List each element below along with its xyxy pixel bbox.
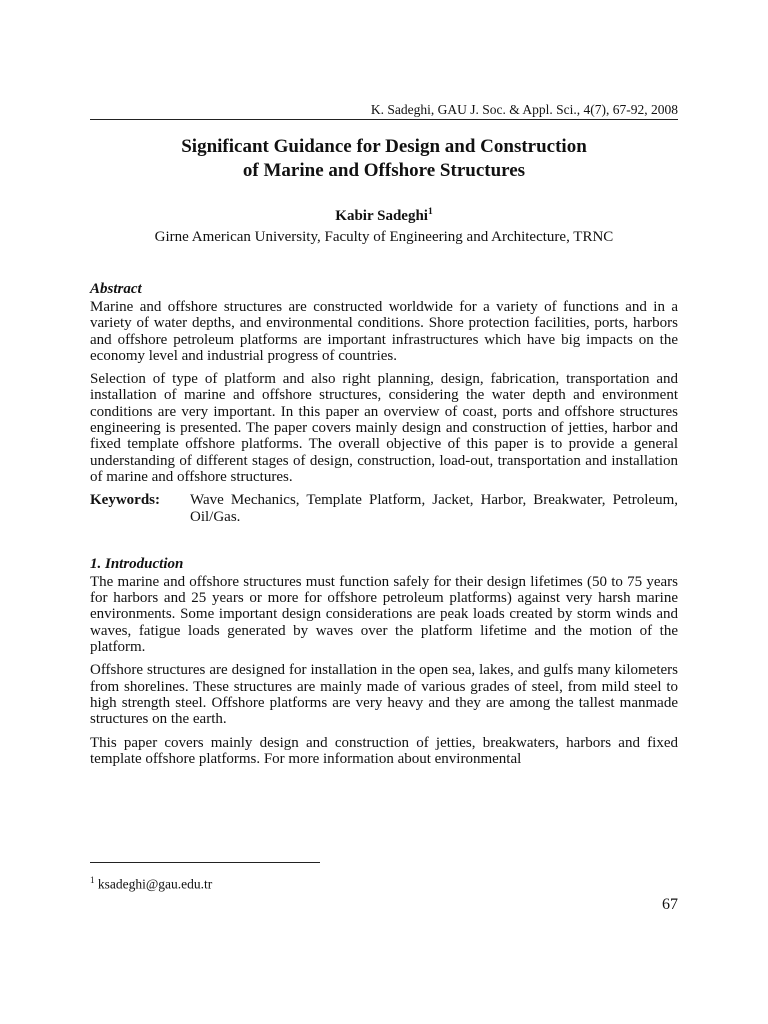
footnote-email[interactable]: ksadeghi@gau.edu.tr bbox=[97, 876, 213, 892]
page-number: 67 bbox=[662, 896, 678, 913]
abstract-paragraph: Selection of type of platform and also right planning, design, fabrication, transportation and installation of marine and offshore structures, considering the water depth and environment conditions are very important. In this paper an overview of coast, ports and offshore structures engineering is presented. The paper covers mainly design and construction of jetties, harbor and fixed template offshore platforms. The overall objective of this paper is to provide a general understanding of different stages of design, construction, load-out, transportation and installation of marine and offshore structures. bbox=[90, 371, 678, 485]
header-rule bbox=[90, 119, 678, 120]
paper-title bbox=[90, 135, 678, 183]
abstract-heading: Abstract bbox=[90, 281, 142, 297]
author-name bbox=[90, 202, 678, 226]
introduction-heading: 1. Introduction bbox=[90, 555, 184, 572]
keywords-label: Keywords: bbox=[90, 492, 160, 509]
footnote bbox=[90, 872, 212, 893]
title-line-2: of Marine and Offshore Structures bbox=[242, 160, 526, 181]
footnote-rule bbox=[90, 862, 320, 863]
author-name-text: Kabir Sadeghi bbox=[335, 208, 428, 224]
paper-page bbox=[90, 0, 678, 1024]
introduction-paragraph: The marine and offshore structures must function safely for their design lifetimes (50 to 75 years for harbors and 25 years or more for offshore petroleum platforms) against very harsh marine environments. Some important design considerations are peak loads created by storm winds and waves, fatigue loads generated by waves over the platform lifetime and the motion of the platform. bbox=[90, 573, 678, 656]
main-text bbox=[90, 280, 678, 774]
abstract-paragraph: Marine and offshore structures are constructed worldwide for a variety of functions and in a variety of water depths, and environmental conditions. Shore protection facilities, ports, harbors and offshore petroleum platforms are important infrastructures which have big impacts on the economy level and industrial progress of countries. bbox=[90, 299, 678, 364]
keywords bbox=[90, 492, 678, 525]
keywords-text: Wave Mechanics, Template Platform, Jacket, Harbor, Breakwater, Petroleum, Oil/Gas. bbox=[190, 492, 678, 525]
introduction-paragraph: This paper covers mainly design and construction of jetties, breakwaters, harbors and fixed template offshore platforms. For more information about environmental bbox=[90, 734, 678, 767]
introduction-paragraph: Offshore structures are designed for installation in the open sea, lakes, and gulfs many kilometers from shorelines. These structures are mainly made of various grades of steel, from mild steel to high strength steel. Offshore platforms are very heavy and they are among the tallest manmade structures on the earth. bbox=[90, 662, 678, 728]
title-line-1: Significant Guidance for Design and Construction bbox=[181, 136, 587, 157]
footnote-marker: 1 bbox=[90, 875, 95, 885]
author-footnote-marker[interactable]: 1 bbox=[427, 207, 433, 217]
author-affiliation: Girne American University, Faculty of Engineering and Architecture, TRNC bbox=[154, 229, 614, 245]
running-header: K. Sadeghi, GAU J. Soc. & Appl. Sci., 4(7), 67-92, 2008 bbox=[370, 102, 678, 117]
